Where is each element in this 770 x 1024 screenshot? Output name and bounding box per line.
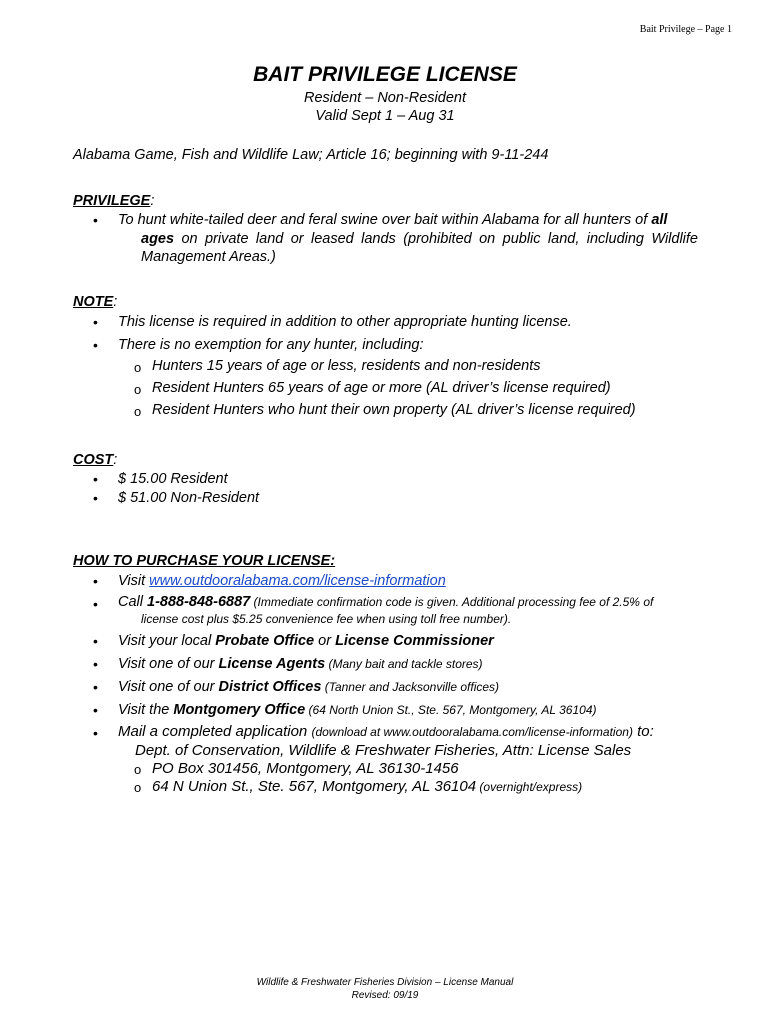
privilege-line-1: To hunt white-tailed deer and feral swine over bait within Alabama for all hunters of all [118, 212, 668, 228]
mail-po-box: PO Box 301456, Montgomery, AL 36130-1456 [152, 760, 459, 777]
document-title: BAIT PRIVILEGE LICENSE [253, 63, 517, 86]
bullet-icon: • [93, 656, 98, 672]
privilege-heading: PRIVILEGE: [73, 193, 155, 209]
subtitle-residency: Resident – Non-Resident [303, 90, 466, 106]
phone-number: 1-888-848-6887 [147, 594, 251, 610]
bullet-icon: • [93, 573, 98, 589]
bullet-icon: • [93, 702, 98, 718]
purchase-mail: Mail a completed application (download at www.outdooralabama.com/license-information) to: [118, 723, 654, 740]
privilege-line-2: ages on private land or leased lands (prohibited on public land, including Wildlife [141, 231, 698, 247]
circle-bullet-icon: o [134, 780, 142, 795]
purchase-probate: Visit your local Probate Office or License Commissioner [118, 633, 494, 649]
circle-bullet-icon: o [134, 360, 142, 375]
footer-revised: Revised: 09/19 [351, 990, 419, 1001]
bullet-icon: • [93, 490, 98, 506]
cost-heading: COST: [73, 452, 118, 468]
bullet-icon: • [93, 212, 98, 228]
purchase-district-offices: Visit one of our District Offices (Tanner and Jacksonville offices) [118, 679, 500, 695]
purchase-call-note: license cost plus $5.25 convenience fee when using toll free number). [141, 612, 512, 626]
mail-department: Dept. of Conservation, Wildlife & Freshwater Fisheries, Attn: License Sales [135, 742, 632, 759]
note-heading: NOTE: [73, 294, 118, 310]
bullet-icon: • [93, 337, 98, 353]
note-sub-3: Resident Hunters who hunt their own property (AL driver’s license required) [152, 402, 636, 418]
note-sub-1: Hunters 15 years of age or less, residents and non-residents [152, 358, 541, 374]
purchase-license-agents: Visit one of our License Agents (Many bait and tackle stores) [118, 656, 483, 672]
subtitle-validity: Valid Sept 1 – Aug 31 [315, 108, 455, 124]
bullet-icon: • [93, 596, 98, 612]
footer-division: Wildlife & Freshwater Fisheries Division – License Manual [256, 977, 514, 988]
circle-bullet-icon: o [134, 404, 142, 419]
circle-bullet-icon: o [134, 382, 142, 397]
license-info-link[interactable]: www.outdooralabama.com/license-information [149, 573, 446, 589]
purchase-montgomery-office: Visit the Montgomery Office (64 North Union St., Ste. 567, Montgomery, AL 36104) [118, 702, 597, 718]
circle-bullet-icon: o [134, 762, 142, 777]
note-sub-2: Resident Hunters 65 years of age or more (AL driver’s license required) [152, 380, 611, 396]
page-header: Bait Privilege – Page 1 [639, 24, 732, 35]
bullet-icon: • [93, 679, 98, 695]
note-bullet-2: There is no exemption for any hunter, including: [118, 337, 424, 353]
purchase-call: Call 1-888-848-6887 (Immediate confirmation code is given. Additional processing fee of 2.5% of [118, 594, 654, 610]
law-reference: Alabama Game, Fish and Wildlife Law; Article 16; beginning with 9-11-244 [73, 147, 549, 163]
mail-street-address: 64 N Union St., Ste. 567, Montgomery, AL 36104 (overnight/express) [152, 778, 583, 795]
bullet-icon: • [93, 471, 98, 487]
privilege-line-3: Management Areas.) [141, 249, 276, 265]
cost-nonresident: $ 51.00 Non-Resident [118, 490, 260, 506]
bullet-icon: • [93, 725, 98, 741]
note-bullet-1: This license is required in addition to other appropriate hunting license. [118, 314, 572, 330]
purchase-heading: HOW TO PURCHASE YOUR LICENSE: [73, 553, 336, 569]
purchase-visit-website: Visit www.outdooralabama.com/license-information [118, 573, 446, 589]
bullet-icon: • [93, 633, 98, 649]
cost-resident: $ 15.00 Resident [118, 471, 228, 487]
bullet-icon: • [93, 314, 98, 330]
